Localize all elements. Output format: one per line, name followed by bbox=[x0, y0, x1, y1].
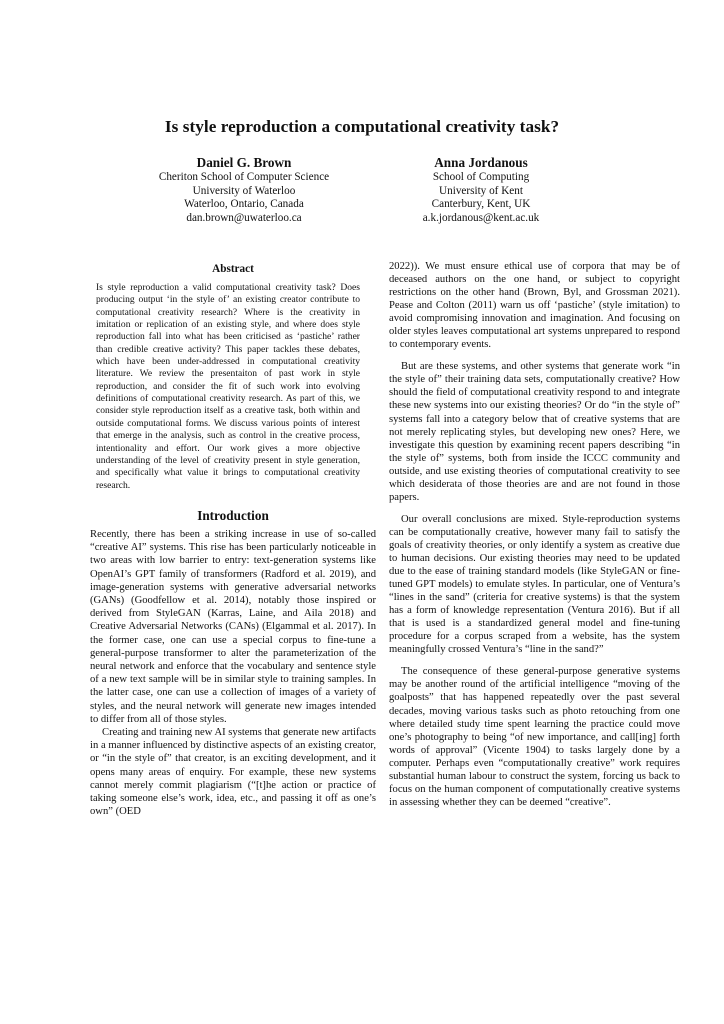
author-name: Daniel G. Brown bbox=[196, 155, 292, 170]
introduction-heading: Introduction bbox=[197, 507, 269, 523]
author-affiliation-line: Cheriton School of Computer Science bbox=[158, 171, 330, 183]
author-block-brown bbox=[129, 154, 359, 225]
body-paragraph: But are these systems, and other systems that generate work “in the style of” their training data sets, computationally creative? How should the field of computational creativity respond to and integrate these new systems into our existing theories? Or do “in the style of” systems fall into a category below that of creative systems that are not merely replicating styles, but developing new ones? Here, we investigate this question by examining recent papers describing “in the style of” systems, both from inside the ICCC community and outside, and use existing theories of computational creativity to see which desiderata of those theories are and are not found in those papers. bbox=[389, 361, 680, 503]
author-affiliation-line: Canterbury, Kent, UK bbox=[431, 198, 531, 211]
author-affiliation-line: University of Kent bbox=[439, 184, 523, 197]
author-affiliation-line: Waterloo, Ontario, Canada bbox=[184, 198, 304, 211]
author-email: a.k.jordanous@kent.ac.uk bbox=[422, 211, 540, 224]
body-paragraph: Our overall conclusions are mixed. Style-reproduction systems can be computationally creative, however many fail to satisfy the goals of creativity theories, or only identify a system as creative due to human decisions. Our existing theories may need to be updated due to the ease of training standard models (like StyleGAN or fine-tuned GPT models) to emulate styles. In particular, one of Ventura’s “lines in the sand” (criteria for creative systems) is that the system has a form of knowledge representation (Ventura 2016). But if all that is used is a standardized general model and fine-tuning procedure for a corpus scraped from a website, has the system meaningfully crossed Ventura’s “line in the sand?” bbox=[389, 513, 680, 656]
left-column bbox=[90, 260, 376, 818]
author-block-jordanous bbox=[366, 154, 596, 225]
author-affiliation-line: School of Computing bbox=[432, 171, 530, 183]
author-affiliation-line: University of Waterloo bbox=[192, 184, 296, 197]
body-paragraph: Recently, there has been a striking increase in use of so-called “creative AI” systems. This rise has been particularly noticeable in two areas with low barrier to entry: text-generation systems like OpenAI’s GPT family of transformers (Radford et al. 2019), and image-generation systems with generative adversarial networks (GANs) (Goodfellow et al. 2014), notably those inspired or derived from StyleGAN (Karras, Laine, and Aila 2018) and Creative Adversarial Networks (CANs) (Elgammal et al. 2017). In the former case, one can use a special corpus to fine-tune a general-purpose transformer to alter the parameterization of the neural network and enforce that the vocabulary and sentence style of a new text sample will be in similar style to training samples. In the latter case, one can use a collection of images of a variety of styles, and the neural network will generate new images intended to differ from all of those styles. bbox=[90, 528, 376, 725]
abstract-heading: Abstract bbox=[212, 263, 254, 275]
author-email: dan.brown@uwaterloo.ca bbox=[186, 211, 302, 224]
abstract-text: Is style reproduction a valid computational creativity task? Does producing output ‘in the style of’ an existing creator contribute to computational creativity research? Where is the creativity in imitation or replication of an existing style, and where does style reproduction fall into what has been criticised as ‘pastiche’ rather than credible creative activity? This paper tackles these debates, which have been under-addressed in computational creativity literature. We review the presentaiton of past work in style reproduction, and consider the fit of such work into evolving definitions of computational creativity research. As part of this, we consider style reproduction itself as a creative task, both within and outside computational forms. We discuss various points of interest that emerge in the analysis, such as control in the creative process, intentionality and effort. Our work gives a more objective understanding of the level of creativity present in style generation, and specifically what value it brings to computational creativity research. bbox=[96, 282, 360, 491]
body-paragraph: The consequence of these general-purpose generative systems may be another round of the artificial intelligence “moving of the goalposts” that has happened repeatedly over the past several decades, moving various tasks such as photo retouching from one where detailed study time spent learning the practice could move one’s photography to being “of new importance, and call[ing] forth words of approval” (Vicente 1904) to tasks largely done by a computer. Perhaps even “computationally creative” work requires substantial human labour to construct the system, forcing us back to focus on the human component of computationally creative systems in assessing whether they can be deemed “creative”. bbox=[389, 666, 680, 808]
body-paragraph: 2022)). We must ensure ethical use of corpora that may be of deceased authors on the one hand, or subject to copyright restrictions on the other hand (Brown, Byl, and Grossman 2021). Pease and Colton (2011) warn us off ‘pastiche’ (style imitation) to avoid compromising innovation and imagination. And focusing on older styles leaves computational art systems unprepared to respond to contemporary events. bbox=[389, 261, 680, 351]
right-column bbox=[389, 260, 680, 809]
body-paragraph: Creating and training new AI systems that generate new artifacts in a manner influenced by distinctive aspects of an existing creator, or “in the style of” that creator, is an exciting development, and it opens many areas of enquiry. For example, these new systems cannot merely commit plagiarism (“[t]he action or practice of taking someone else’s work, idea, etc., and passing it off as one’s own” (OED bbox=[90, 726, 376, 818]
author-name: Anna Jordanous bbox=[434, 155, 528, 170]
paper-title: Is style reproduction a computational creativity task? bbox=[164, 117, 560, 136]
